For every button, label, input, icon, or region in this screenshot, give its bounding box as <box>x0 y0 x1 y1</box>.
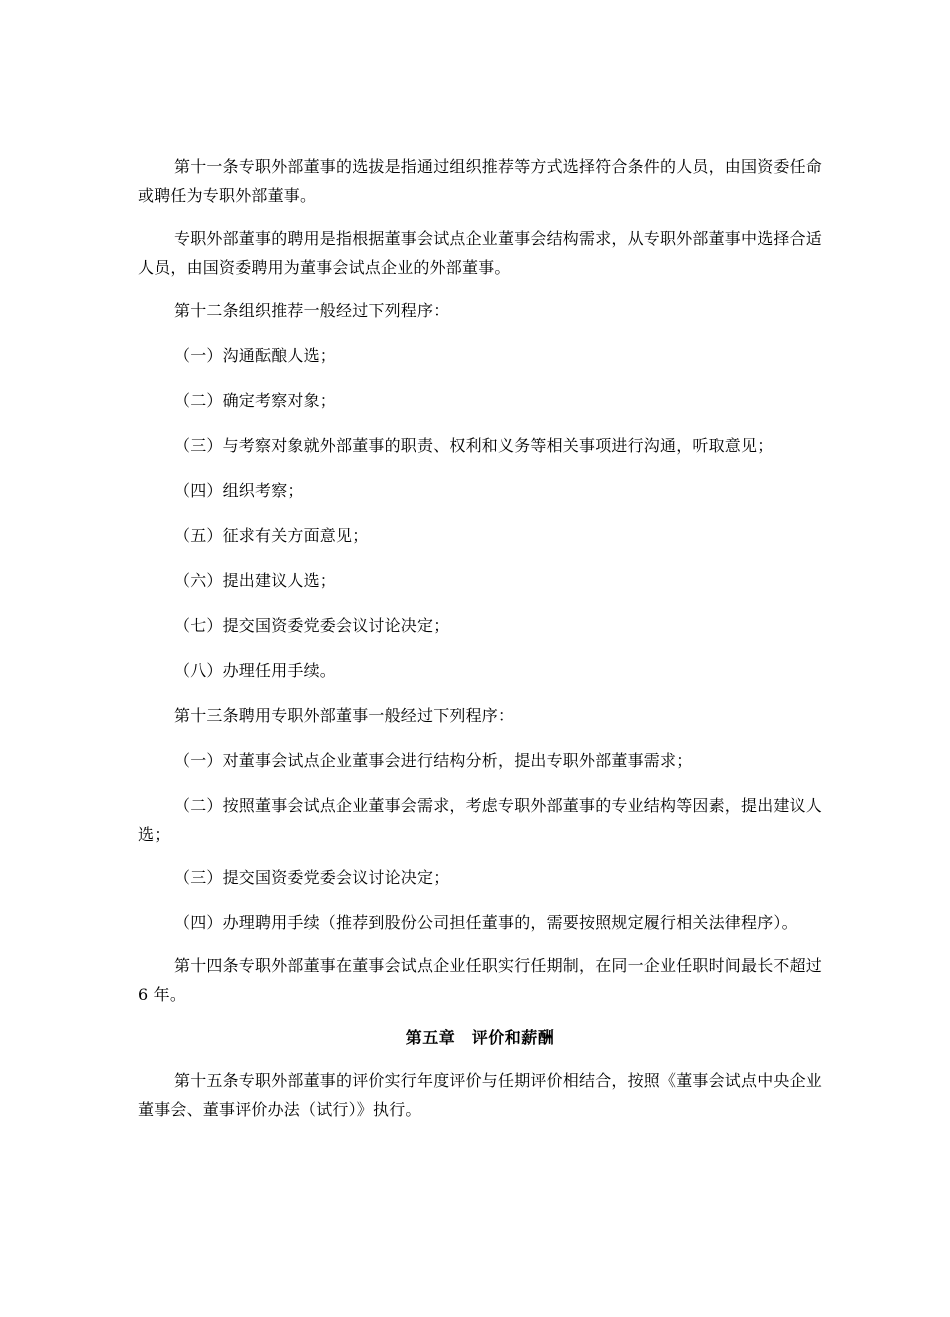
procedure-item: （八）办理任用手续。 <box>174 661 337 680</box>
procedure-item: （四）办理聘用手续（推荐到股份公司担任董事的，需要按照规定履行相关法律程序）。 <box>174 913 798 932</box>
procedure-item: （五）征求有关方面意见； <box>174 526 369 545</box>
procedure-item: （六）提出建议人选； <box>174 571 337 590</box>
procedure-item: （二）确定考察对象； <box>174 391 337 410</box>
document-body <box>138 152 822 1138</box>
procedure-item: （一）沟通酝酿人选； <box>174 346 337 365</box>
article-14-paragraph: 第十四条专职外部董事在董事会试点企业任职实行任期制，在同一企业任职时间最长不超过 6 年。 <box>138 956 823 1004</box>
article-13-paragraph: 第十三条聘用专职外部董事一般经过下列程序： <box>174 706 515 725</box>
article-11-paragraph: 第十一条专职外部董事的选拔是指通过组织推荐等方式选择符合条件的人员，由国资委任命或聘任为专职外部董事。 <box>138 157 823 205</box>
article-11-employment-paragraph: 专职外部董事的聘用是指根据董事会试点企业董事会结构需求，从专职外部董事中选择合适人员，由国资委聘用为董事会试点企业的外部董事。 <box>138 229 823 277</box>
procedure-item: （一）对董事会试点企业董事会进行结构分析，提出专职外部董事需求； <box>174 751 693 770</box>
article-15-paragraph: 第十五条专职外部董事的评价实行年度评价与任期评价相结合，按照《董事会试点中央企业董事会、董事评价办法（试行）》执行。 <box>138 1071 823 1119</box>
article-12-paragraph: 第十二条组织推荐一般经过下列程序： <box>174 301 450 320</box>
procedure-item: （四）组织考察； <box>174 481 304 500</box>
procedure-item: （三）与考察对象就外部董事的职责、权利和义务等相关事项进行沟通，听取意见； <box>174 436 774 455</box>
procedure-item: （七）提交国资委党委会议讨论决定； <box>174 616 450 635</box>
procedure-item: （二）按照董事会试点企业董事会需求，考虑专职外部董事的专业结构等因素，提出建议人选； <box>138 796 823 844</box>
chapter-heading: 第五章 评价和薪酬 <box>405 1028 555 1047</box>
procedure-item: （三）提交国资委党委会议讨论决定； <box>174 868 450 887</box>
